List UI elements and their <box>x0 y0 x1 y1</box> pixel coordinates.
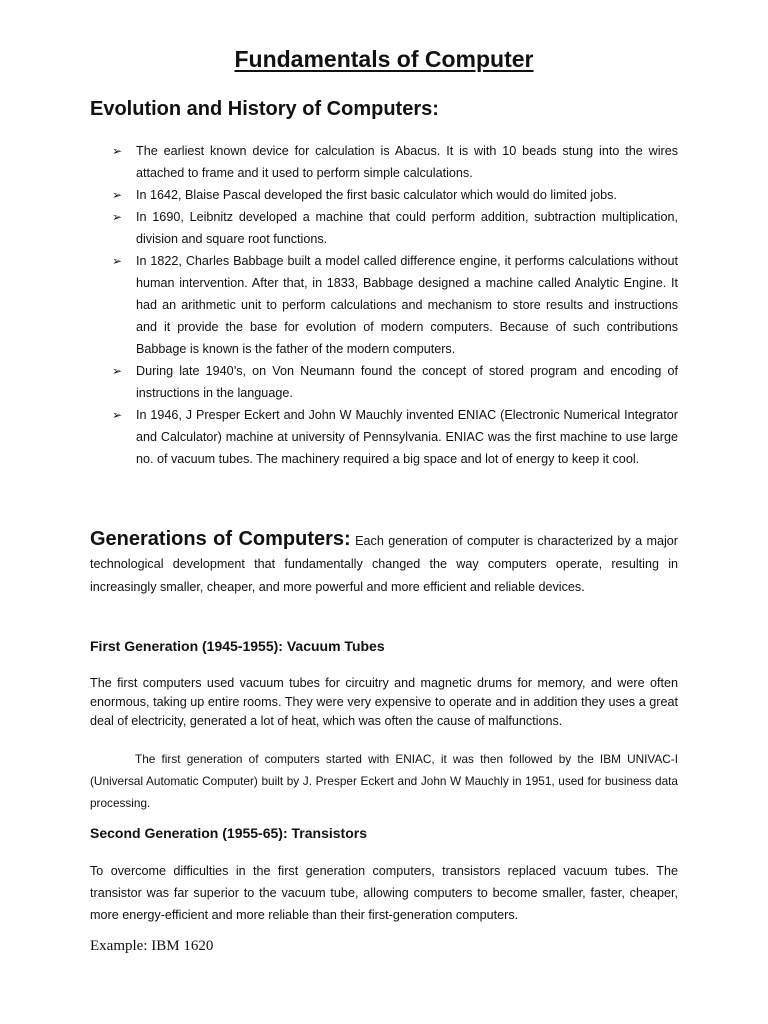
arrow-bullet-icon: ➢ <box>112 254 123 268</box>
section-heading-evolution: Evolution and History of Computers: <box>90 98 439 120</box>
history-bullet-list <box>112 140 678 470</box>
generations-intro-text: Each generation of computer is characterized by a major technological development that fundamentally changed the way computers operate, resulting in increasingly smaller, cheaper, and more powerful and more efficient and reliable devices. <box>90 534 679 594</box>
list-item-text: The earliest known device for calculation is Abacus. It is with 10 beads stung into the wires attached to frame and it used to perform simple calculations. <box>136 144 678 180</box>
page-title: Fundamentals of Computer <box>234 46 534 72</box>
second-generation-paragraph: To overcome difficulties in the first generation computers, transistors replaced vacuum tubes. The transistor was far superior to the vacuum tube, allowing computers to become smaller, faster, cheaper, more energy-efficient and more reliable than their first-generation computers. <box>90 864 678 922</box>
list-item-text: During late 1940’s, on Von Neumann found the concept of stored program and encoding of instructions in the language. <box>136 364 678 400</box>
list-item <box>112 360 678 404</box>
list-item <box>112 404 678 470</box>
list-item <box>112 250 678 360</box>
list-item <box>112 140 678 184</box>
list-item <box>112 184 678 206</box>
section-heading-generations: Generations of Computers: <box>90 528 351 550</box>
list-item-text: In 1946, J Presper Eckert and John W Mauchly invented ENIAC (Electronic Numerical Integrator and Calculator) machine at university of Pennsylvania. ENIAC was the first machine to use large no. of vacuum tubes. The machinery required a big space and lot of energy to keep it cool. <box>136 408 678 466</box>
arrow-bullet-icon: ➢ <box>112 408 123 422</box>
example-line: Example: IBM 1620 <box>90 938 214 954</box>
list-item-text: In 1642, Blaise Pascal developed the first basic calculator which would do limited jobs. <box>136 188 617 202</box>
first-generation-heading: First Generation (1945-1955): Vacuum Tubes <box>90 638 385 654</box>
list-item-text: In 1822, Charles Babbage built a model called difference engine, it performs calculations without human intervention. After that, in 1833, Babbage designed a machine called Analytic Engine. It had an arithmetic unit to perform calculations and mechanism to store results and instructions and it provide the base for evolution of modern computers. Because of such contributions Babbage is known is the father of the modern computers. <box>136 254 678 356</box>
arrow-bullet-icon: ➢ <box>112 144 123 158</box>
list-item <box>112 206 678 250</box>
first-generation-paragraph-1: The first computers used vacuum tubes for circuitry and magnetic drums for memory, and were often enormous, taking up entire rooms. They were very expensive to operate and in addition they uses a great deal of electricity, generated a lot of heat, which was often the cause of malfunctions. <box>90 676 678 728</box>
arrow-bullet-icon: ➢ <box>112 364 123 378</box>
generations-paragraph <box>90 528 678 599</box>
arrow-bullet-icon: ➢ <box>112 188 123 202</box>
second-generation-heading: Second Generation (1955-65): Transistors <box>90 825 367 841</box>
first-generation-paragraph-2: The first generation of computers started with ENIAC, it was then followed by the IBM UNIVAC-I (Universal Automatic Computer) built by J. Presper Eckert and John W Mauchly in 1951, used for business data processing. <box>90 752 678 810</box>
arrow-bullet-icon: ➢ <box>112 210 123 224</box>
list-item-text: In 1690, Leibnitz developed a machine that could perform addition, subtraction multiplication, division and square root functions. <box>136 210 678 246</box>
